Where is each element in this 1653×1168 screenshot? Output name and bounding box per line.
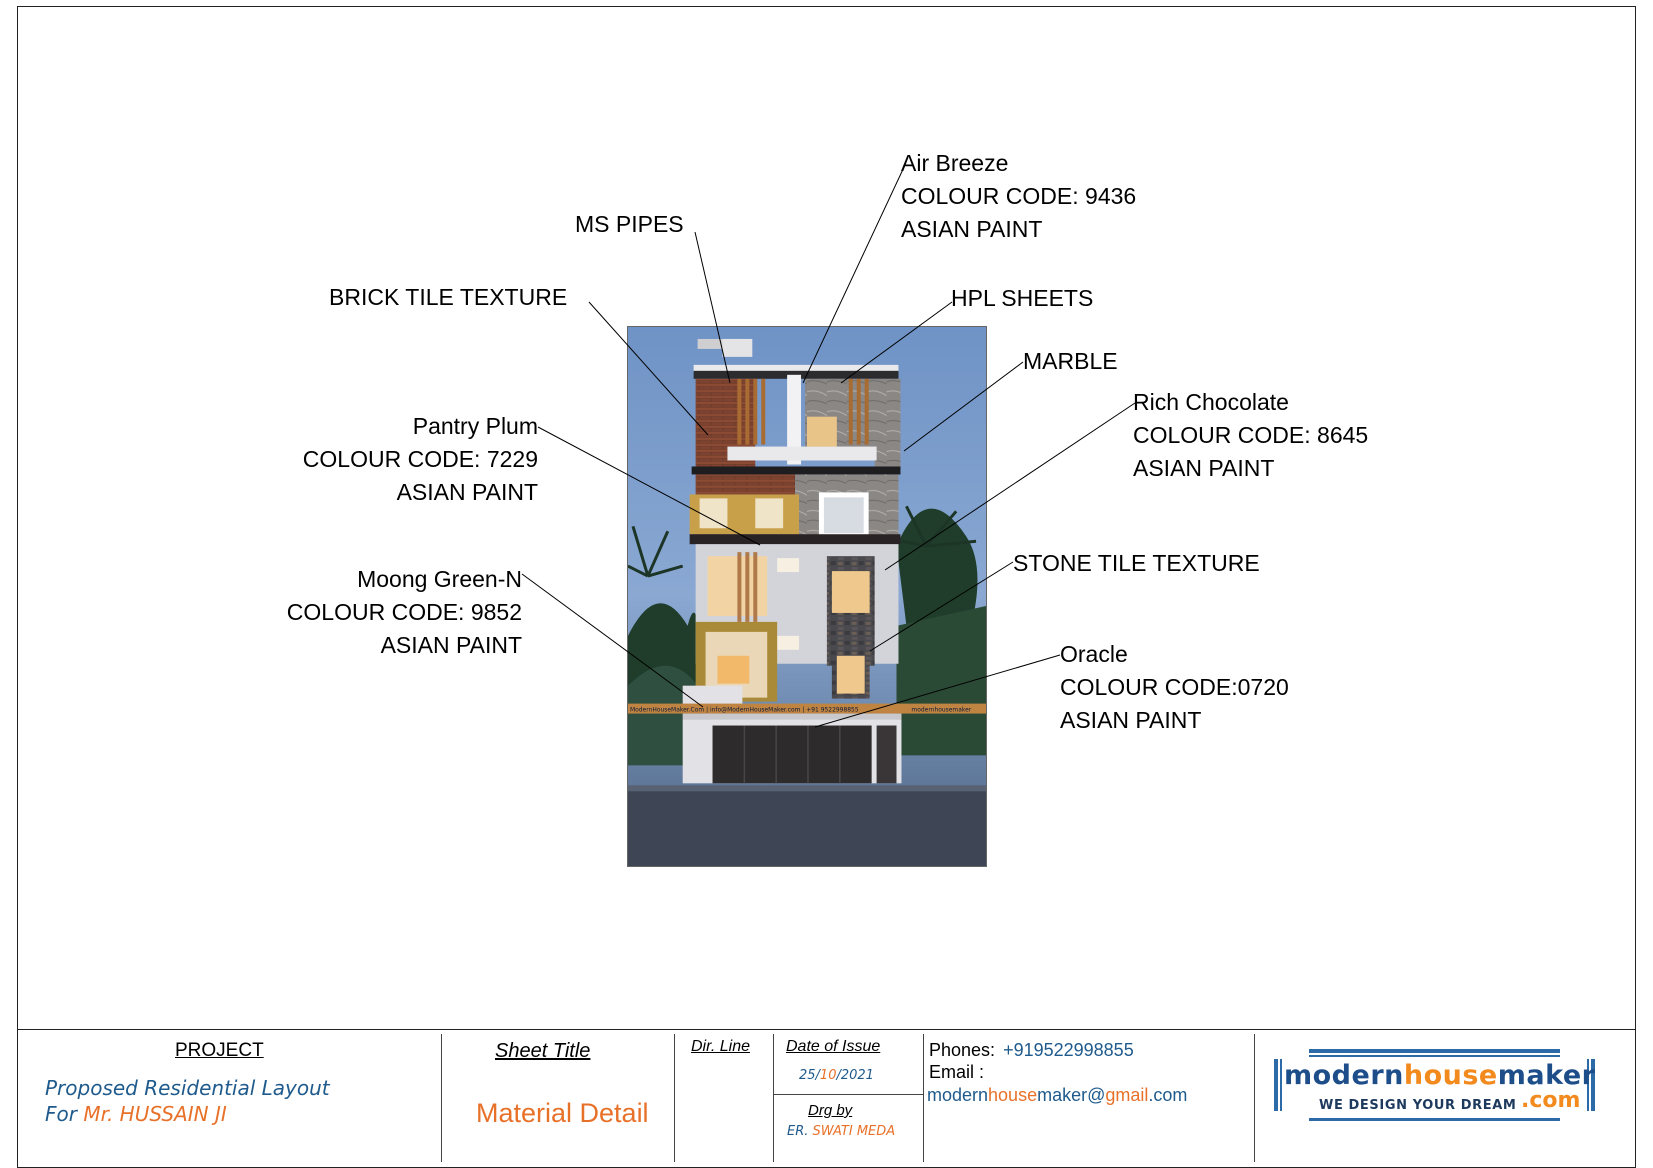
title-divider	[773, 1034, 774, 1162]
phones-value: +919522998855	[1003, 1040, 1134, 1060]
callout-brick-tile-text: BRICK TILE TEXTURE	[329, 284, 568, 310]
callout-stone-tile	[1013, 547, 1260, 580]
title-divider	[674, 1034, 675, 1162]
callout-marble	[1023, 345, 1118, 378]
client-name: Mr. HUSSAIN JI	[83, 1102, 227, 1126]
logo-rule	[1274, 1059, 1278, 1111]
callout-oracle	[1060, 638, 1289, 737]
drawn-by-value	[787, 1124, 895, 1139]
logo-tagline: WE DESIGN YOUR DREAM	[1319, 1098, 1517, 1113]
logo-part: maker	[1497, 1060, 1596, 1091]
callout-rich-chocolate	[1133, 386, 1368, 485]
project-line-2	[45, 1102, 227, 1126]
callout-pantry-plum	[270, 410, 538, 509]
callout-pantry-plum-brand: ASIAN PAINT	[396, 479, 538, 505]
drawn-by-prefix: ER.	[787, 1124, 813, 1139]
title-divider	[923, 1034, 924, 1162]
callout-oracle-code: COLOUR CODE:0720	[1060, 674, 1289, 700]
dir-line-heading: Dir. Line	[691, 1038, 750, 1055]
project-heading: PROJECT	[175, 1040, 264, 1061]
logo-rule	[1309, 1049, 1560, 1053]
date-month: 10	[819, 1068, 837, 1083]
email-part: maker@	[1037, 1085, 1106, 1105]
callout-hpl-sheets	[951, 282, 1093, 315]
callout-marble-text: MARBLE	[1023, 348, 1118, 374]
callout-moong-green-code: COLOUR CODE: 9852	[286, 599, 522, 625]
date-year: /2021	[836, 1068, 874, 1083]
phones-label: Phones:	[929, 1040, 996, 1060]
email-value[interactable]	[927, 1085, 1187, 1106]
date-day: 25/	[799, 1068, 820, 1083]
date-divider	[773, 1094, 923, 1095]
logo-part: house	[1403, 1060, 1498, 1091]
callout-stone-tile-text: STONE TILE TEXTURE	[1013, 550, 1260, 576]
logo-rule	[1309, 1055, 1560, 1057]
callout-rich-chocolate-code: COLOUR CODE: 8645	[1133, 422, 1369, 448]
render-banner-brand: modernhousemaker	[911, 706, 972, 714]
date-of-issue-heading: Date of Issue	[786, 1038, 881, 1055]
title-divider	[441, 1034, 442, 1162]
callout-hpl-sheets-text: HPL SHEETS	[951, 285, 1094, 311]
email-label: Email :	[929, 1062, 985, 1082]
callout-air-breeze-brand: ASIAN PAINT	[901, 216, 1043, 242]
callout-moong-green	[254, 563, 522, 662]
callout-moong-green-name: Moong Green-N	[357, 566, 522, 592]
email-part: gmail	[1105, 1085, 1149, 1105]
callout-oracle-name: Oracle	[1060, 641, 1128, 667]
callout-rich-chocolate-brand: ASIAN PAINT	[1133, 455, 1275, 481]
title-divider	[1254, 1034, 1255, 1162]
callout-air-breeze-name: Air Breeze	[901, 150, 1009, 176]
callout-air-breeze-code: COLOUR CODE: 9436	[901, 183, 1137, 209]
email-part: .com	[1148, 1085, 1188, 1105]
company-logo	[1269, 1046, 1600, 1127]
callout-pantry-plum-name: Pantry Plum	[412, 413, 538, 439]
drawn-by-heading: Drg by	[808, 1102, 853, 1119]
email-part: house	[988, 1085, 1038, 1105]
callout-brick-tile	[329, 281, 567, 314]
email-part: modern	[927, 1085, 989, 1105]
callout-ms-pipes-text: MS PIPES	[575, 211, 684, 237]
logo-rule	[1309, 1118, 1560, 1121]
render-banner-text: ModernHouseMaker.Com | info@ModernHouseMaker.com | +91 9522998855	[629, 706, 859, 714]
drawn-by-name: SWATI MEDA	[812, 1124, 896, 1139]
logo-part: modern	[1284, 1060, 1404, 1091]
sheet-title-value: Material Detail	[476, 1098, 649, 1128]
callout-moong-green-brand: ASIAN PAINT	[380, 632, 522, 658]
sheet-title-heading: Sheet Title	[495, 1040, 591, 1062]
callout-oracle-brand: ASIAN PAINT	[1060, 707, 1202, 733]
logo-suffix: .com	[1521, 1088, 1581, 1113]
project-line-2-prefix: For	[45, 1102, 84, 1126]
logo-rule	[1280, 1059, 1282, 1111]
callout-rich-chocolate-name: Rich Chocolate	[1133, 389, 1289, 415]
callout-ms-pipes	[575, 208, 684, 241]
project-line-1: Proposed Residential Layout	[45, 1076, 330, 1100]
callout-pantry-plum-code: COLOUR CODE: 7229	[302, 446, 538, 472]
phones	[929, 1040, 1134, 1061]
date-of-issue-value	[799, 1068, 874, 1083]
logo-wordmark	[1284, 1060, 1595, 1091]
callout-air-breeze	[901, 147, 1136, 246]
